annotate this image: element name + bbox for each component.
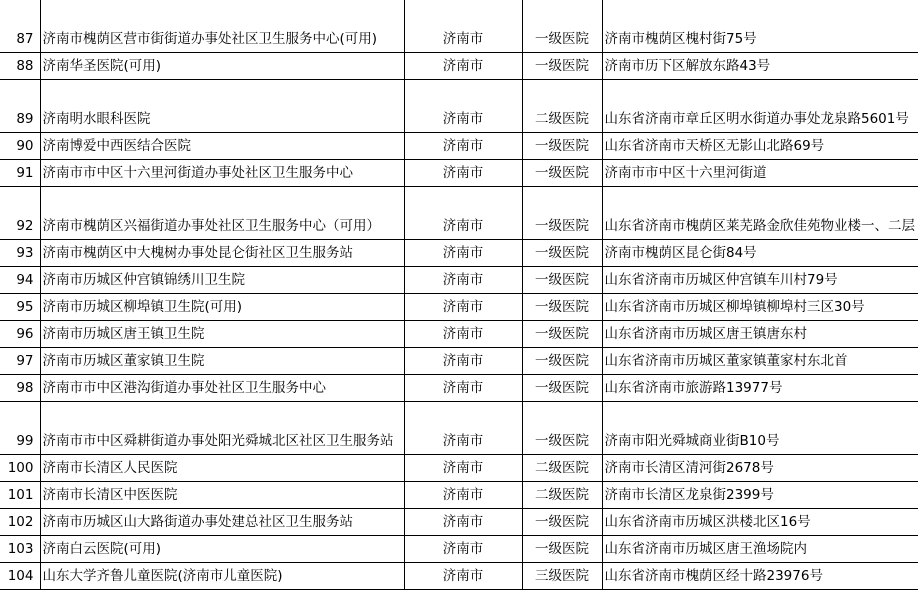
row-number[interactable]: 100 (0, 455, 40, 482)
city-cell[interactable]: 济南市 (404, 348, 522, 375)
address-cell[interactable]: 济南市市中区十六里河街道 (602, 160, 918, 187)
city-cell[interactable]: 济南市 (404, 509, 522, 536)
row-number[interactable]: 94 (0, 267, 40, 294)
city-cell[interactable]: 济南市 (404, 133, 522, 160)
city-cell[interactable]: 济南市 (404, 455, 522, 482)
hospital-name-cell[interactable]: 济南市槐荫区中大槐树办事处昆仑街社区卫生服务站 (40, 240, 404, 267)
level-cell[interactable]: 一级医院 (522, 240, 602, 267)
hospital-name-cell[interactable]: 济南市槐荫区兴福街道办事处社区卫生服务中心（可用） (40, 187, 404, 240)
city-cell[interactable]: 济南市 (404, 267, 522, 294)
row-number[interactable]: 96 (0, 321, 40, 348)
table-row (0, 187, 918, 240)
address-cell[interactable]: 山东省济南市槐荫区经十路23976号 (602, 563, 918, 590)
row-number[interactable]: 87 (0, 0, 40, 53)
level-cell[interactable]: 一级医院 (522, 509, 602, 536)
row-number[interactable]: 104 (0, 563, 40, 590)
city-cell[interactable]: 济南市 (404, 482, 522, 509)
level-cell[interactable]: 一级医院 (522, 321, 602, 348)
level-cell[interactable]: 二级医院 (522, 482, 602, 509)
level-cell[interactable]: 一级医院 (522, 53, 602, 80)
row-number[interactable]: 89 (0, 80, 40, 133)
city-cell[interactable]: 济南市 (404, 240, 522, 267)
level-cell[interactable]: 一级医院 (522, 402, 602, 455)
address-cell[interactable]: 山东省济南市历城区唐王渔场院内 (602, 536, 918, 563)
row-number[interactable]: 93 (0, 240, 40, 267)
row-number[interactable]: 103 (0, 536, 40, 563)
address-cell[interactable]: 山东省济南市历城区仲宫镇车川村79号 (602, 267, 918, 294)
level-cell[interactable]: 二级医院 (522, 80, 602, 133)
hospital-name-cell[interactable]: 济南市市中区港沟街道办事处社区卫生服务中心 (40, 375, 404, 402)
hospital-name-cell[interactable]: 山东大学齐鲁儿童医院(济南市儿童医院) (40, 563, 404, 590)
address-cell[interactable]: 济南市长清区清河街2678号 (602, 455, 918, 482)
row-number[interactable]: 90 (0, 133, 40, 160)
level-cell[interactable]: 一级医院 (522, 133, 602, 160)
table-row (0, 294, 918, 321)
row-number[interactable]: 91 (0, 160, 40, 187)
hospital-name-cell[interactable]: 济南市历城区柳埠镇卫生院(可用) (40, 294, 404, 321)
table-row (0, 133, 918, 160)
hospital-name-cell[interactable]: 济南市市中区舜耕街道办事处阳光舜城北区社区卫生服务站 (40, 402, 404, 455)
table-row (0, 402, 918, 455)
address-cell[interactable]: 山东省济南市历城区董家镇董家村东北首 (602, 348, 918, 375)
hospital-name-cell[interactable]: 济南市历城区唐王镇卫生院 (40, 321, 404, 348)
city-cell[interactable]: 济南市 (404, 80, 522, 133)
address-cell[interactable]: 山东省济南市槐荫区莱芜路金欣佳苑物业楼一、二层 (602, 187, 918, 240)
hospital-name-cell[interactable]: 济南市长清区中医医院 (40, 482, 404, 509)
table-row (0, 455, 918, 482)
city-cell[interactable]: 济南市 (404, 294, 522, 321)
city-cell[interactable]: 济南市 (404, 53, 522, 80)
address-cell[interactable]: 济南市槐荫区昆仑街84号 (602, 240, 918, 267)
address-cell[interactable]: 济南市槐荫区槐村街75号 (602, 0, 918, 53)
row-number[interactable]: 102 (0, 509, 40, 536)
table-row (0, 536, 918, 563)
row-number[interactable]: 95 (0, 294, 40, 321)
hospital-name-cell[interactable]: 济南市历城区仲宫镇锦绣川卫生院 (40, 267, 404, 294)
row-number[interactable]: 98 (0, 375, 40, 402)
address-cell[interactable]: 济南市阳光舜城商业街B10号 (602, 402, 918, 455)
table-row (0, 53, 918, 80)
address-cell[interactable]: 山东省济南市历城区洪楼北区16号 (602, 509, 918, 536)
city-cell[interactable]: 济南市 (404, 321, 522, 348)
address-cell[interactable]: 山东省济南市天桥区无影山北路69号 (602, 133, 918, 160)
city-cell[interactable]: 济南市 (404, 0, 522, 53)
table-row (0, 160, 918, 187)
table-row (0, 267, 918, 294)
level-cell[interactable]: 一级医院 (522, 294, 602, 321)
hospital-name-cell[interactable]: 济南市市中区十六里河街道办事处社区卫生服务中心 (40, 160, 404, 187)
city-cell[interactable]: 济南市 (404, 160, 522, 187)
address-cell[interactable]: 济南市历下区解放东路43号 (602, 53, 918, 80)
row-number[interactable]: 92 (0, 187, 40, 240)
table-row (0, 240, 918, 267)
row-number[interactable]: 99 (0, 402, 40, 455)
hospital-name-cell[interactable]: 济南白云医院(可用) (40, 536, 404, 563)
hospital-name-cell[interactable]: 济南市长清区人民医院 (40, 455, 404, 482)
address-cell[interactable]: 山东省济南市旅游路13977号 (602, 375, 918, 402)
address-cell[interactable]: 济南市长清区龙泉街2399号 (602, 482, 918, 509)
table-row (0, 509, 918, 536)
level-cell[interactable]: 一级医院 (522, 0, 602, 53)
level-cell[interactable]: 二级医院 (522, 455, 602, 482)
hospital-name-cell[interactable]: 济南市历城区山大路街道办事处建总社区卫生服务站 (40, 509, 404, 536)
table-row (0, 348, 918, 375)
hospital-name-cell[interactable]: 济南博爱中西医结合医院 (40, 133, 404, 160)
table-row (0, 80, 918, 133)
level-cell[interactable]: 一级医院 (522, 348, 602, 375)
address-cell[interactable]: 山东省济南市历城区唐王镇唐东村 (602, 321, 918, 348)
row-number[interactable]: 88 (0, 53, 40, 80)
table-row (0, 0, 918, 53)
table-row (0, 375, 918, 402)
level-cell[interactable]: 一级医院 (522, 536, 602, 563)
level-cell[interactable]: 三级医院 (522, 563, 602, 590)
city-cell[interactable]: 济南市 (404, 536, 522, 563)
table-row (0, 321, 918, 348)
city-cell[interactable]: 济南市 (404, 375, 522, 402)
level-cell[interactable]: 一级医院 (522, 160, 602, 187)
table-row (0, 482, 918, 509)
table-row (0, 563, 918, 590)
level-cell[interactable]: 一级医院 (522, 375, 602, 402)
row-number[interactable]: 101 (0, 482, 40, 509)
row-number[interactable]: 97 (0, 348, 40, 375)
hospital-name-cell[interactable]: 济南华圣医院(可用) (40, 53, 404, 80)
hospital-name-cell[interactable]: 济南市历城区董家镇卫生院 (40, 348, 404, 375)
level-cell[interactable]: 一级医院 (522, 187, 602, 240)
hospital-name-cell[interactable]: 济南市槐荫区营市街街道办事处社区卫生服务中心(可用) (40, 0, 404, 53)
city-cell[interactable]: 济南市 (404, 563, 522, 590)
hospital-name-cell[interactable]: 济南明水眼科医院 (40, 80, 404, 133)
city-cell[interactable]: 济南市 (404, 187, 522, 240)
address-cell[interactable]: 山东省济南市章丘区明水街道办事处龙泉路5601号 (602, 80, 918, 133)
level-cell[interactable]: 一级医院 (522, 267, 602, 294)
address-cell[interactable]: 山东省济南市历城区柳埠镇柳埠村三区30号 (602, 294, 918, 321)
city-cell[interactable]: 济南市 (404, 402, 522, 455)
